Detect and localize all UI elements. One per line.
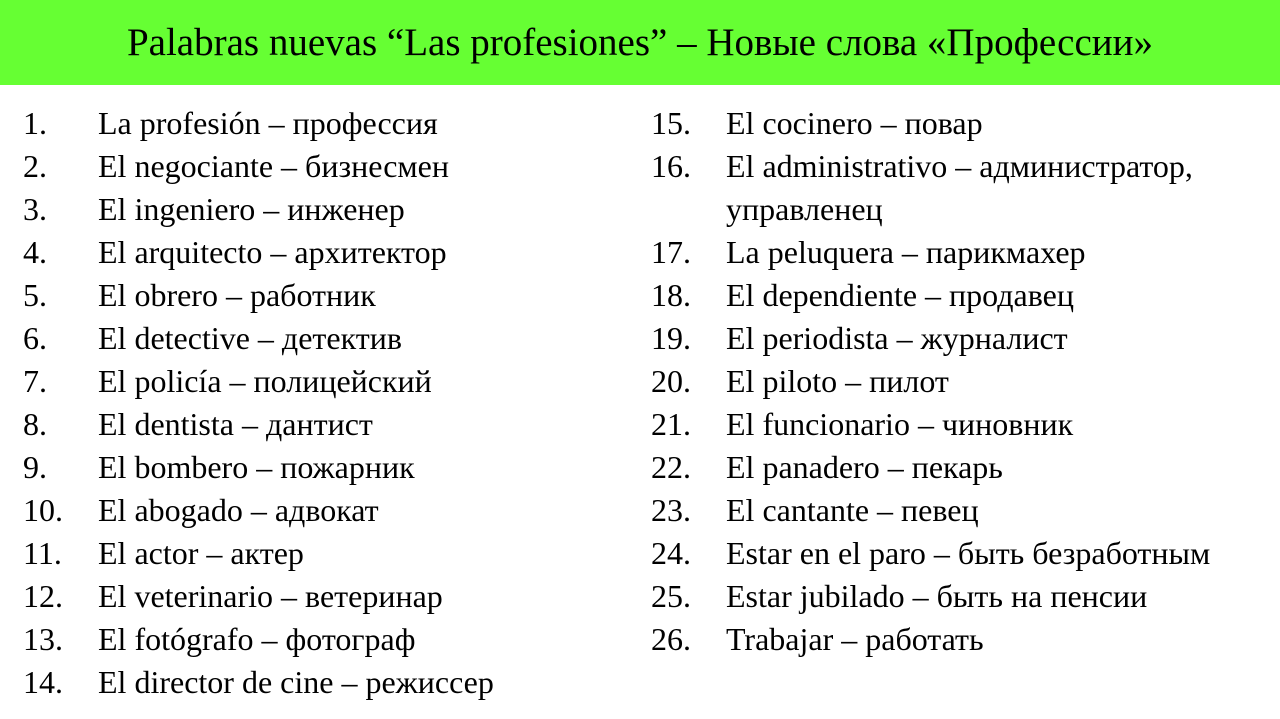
- list-item: [23, 661, 623, 704]
- item-text: El dentista – дантист: [98, 406, 373, 442]
- item-text: El periodista – журналист: [726, 320, 1068, 356]
- item-number: 5.: [23, 277, 47, 313]
- item-text: Trabajar – работать: [726, 621, 984, 657]
- list-item: [651, 145, 1276, 231]
- item-text: Estar jubilado – быть на пенсии: [726, 578, 1148, 614]
- list-item: [23, 532, 623, 575]
- item-number: 24.: [651, 535, 691, 571]
- item-text: El arquitecto – архитектор: [98, 234, 447, 270]
- list-item: [651, 532, 1276, 575]
- list-item: [651, 231, 1276, 274]
- item-text: El funcionario – чиновник: [726, 406, 1074, 442]
- item-number: 25.: [651, 578, 691, 614]
- item-number: 2.: [23, 148, 47, 184]
- item-number: 23.: [651, 492, 691, 528]
- item-text: El cantante – певец: [726, 492, 979, 528]
- item-text: El administrativo – администратор, управленец: [726, 148, 1193, 227]
- item-number: 4.: [23, 234, 47, 270]
- item-text: El cocinero – повар: [726, 105, 983, 141]
- title-banner: [0, 0, 1280, 85]
- item-number: 11.: [23, 535, 62, 571]
- list-item: [23, 145, 623, 188]
- item-number: 1.: [23, 105, 47, 141]
- list-item: [651, 360, 1276, 403]
- item-text: El negociante – бизнесмен: [98, 148, 449, 184]
- item-text: El actor – актер: [98, 535, 304, 571]
- list-item: [23, 618, 623, 661]
- vocabulary-list-left: [23, 102, 623, 704]
- item-number: 6.: [23, 320, 47, 356]
- page-title: Palabras nuevas “Las profesiones” – Новые слова «Профессии»: [126, 21, 1154, 64]
- item-text: La profesión – профессия: [98, 105, 438, 141]
- list-item: [651, 403, 1276, 446]
- list-item: [23, 274, 623, 317]
- list-item: [23, 188, 623, 231]
- list-item: [651, 618, 1276, 661]
- item-text: El panadero – пекарь: [726, 449, 1003, 485]
- item-number: 18.: [651, 277, 691, 313]
- item-text: El policía – полицейский: [98, 363, 432, 399]
- list-item: [651, 317, 1276, 360]
- item-number: 10.: [23, 492, 63, 528]
- item-text: El piloto – пилот: [726, 363, 949, 399]
- item-text: El detective – детектив: [98, 320, 402, 356]
- item-number: 19.: [651, 320, 691, 356]
- list-item: [23, 403, 623, 446]
- list-item: [23, 317, 623, 360]
- item-number: 26.: [651, 621, 691, 657]
- item-number: 7.: [23, 363, 47, 399]
- item-number: 15.: [651, 105, 691, 141]
- item-number: 9.: [23, 449, 47, 485]
- list-item: [23, 102, 623, 145]
- item-number: 8.: [23, 406, 47, 442]
- item-text: El dependiente – продавец: [726, 277, 1074, 313]
- list-item: [23, 360, 623, 403]
- item-number: 16.: [651, 148, 691, 184]
- list-item: [651, 575, 1276, 618]
- list-item: [651, 446, 1276, 489]
- item-number: 20.: [651, 363, 691, 399]
- item-text: El fotógrafo – фотограф: [98, 621, 416, 657]
- item-text: El abogado – адвокат: [98, 492, 379, 528]
- list-item: [23, 231, 623, 274]
- item-number: 22.: [651, 449, 691, 485]
- item-number: 13.: [23, 621, 63, 657]
- item-text: El ingeniero – инженер: [98, 191, 405, 227]
- item-number: 14.: [23, 664, 63, 700]
- item-text: Estar en el paro – быть безработным: [726, 535, 1211, 571]
- item-text: El bombero – пожарник: [98, 449, 415, 485]
- list-item: [23, 575, 623, 618]
- item-number: 17.: [651, 234, 691, 270]
- item-number: 12.: [23, 578, 63, 614]
- item-text: El obrero – работник: [98, 277, 376, 313]
- item-text: El veterinario – ветеринар: [98, 578, 443, 614]
- list-item: [23, 489, 623, 532]
- vocabulary-list-right: [651, 102, 1276, 661]
- item-text: La peluquera – парикмахер: [726, 234, 1086, 270]
- item-number: 3.: [23, 191, 47, 227]
- list-item: [651, 274, 1276, 317]
- list-item: [23, 446, 623, 489]
- item-text: El director de cine – режиссер: [98, 664, 494, 700]
- list-item: [651, 102, 1276, 145]
- item-number: 21.: [651, 406, 691, 442]
- list-item: [651, 489, 1276, 532]
